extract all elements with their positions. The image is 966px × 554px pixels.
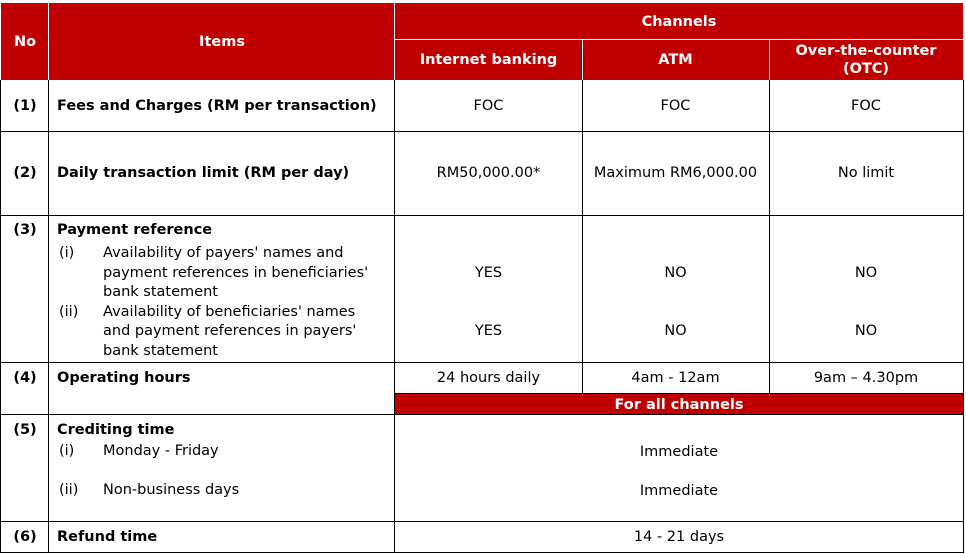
row3-sub1-line3: bank statement xyxy=(103,284,218,300)
row1-internet-text: FOC xyxy=(473,97,504,114)
row2-item xyxy=(49,131,395,215)
row3-sub1-atm xyxy=(582,262,769,284)
row3-sub1-otc xyxy=(769,262,963,284)
row4-item-text: Operating hours xyxy=(57,370,191,386)
all-channels-label: For all channels xyxy=(614,396,744,413)
header-divider-atm-otc xyxy=(769,40,770,80)
row4-no-text: (4) xyxy=(13,370,37,386)
row3-sub2-line3: bank statement xyxy=(103,342,218,359)
row3-sub2-line1: Availability of beneficiaries' names xyxy=(103,303,356,320)
row3-sub1-otc-text: NO xyxy=(854,265,878,281)
row1-no-text: (1) xyxy=(13,97,37,114)
row1-item xyxy=(49,80,395,131)
divider-items-channels xyxy=(394,80,395,553)
row1-otc-text: FOC xyxy=(851,97,881,114)
row3-sub1-atm-text: NO xyxy=(664,265,687,281)
header-items: Items xyxy=(199,33,245,50)
header-internet-banking: Internet banking xyxy=(419,52,558,68)
row4-otc xyxy=(769,363,963,393)
row4-item xyxy=(49,363,395,393)
row2-no xyxy=(1,131,49,215)
row6-item xyxy=(49,522,395,552)
row3-sub1-internet xyxy=(395,262,582,284)
header-otc-line2: (OTC) xyxy=(842,61,890,77)
header-channels-cell xyxy=(395,3,963,40)
row3-sub2-internet xyxy=(395,320,582,342)
border-left xyxy=(0,80,1,553)
border-right xyxy=(963,80,964,553)
hline-row4-bottom-right xyxy=(395,393,964,394)
row3-no xyxy=(1,222,49,238)
row5-item-text: Crediting time xyxy=(57,422,175,438)
hline-band-bottom xyxy=(395,414,964,415)
row5-sub1-label: Monday - Friday xyxy=(103,443,219,459)
row2-item-text: Daily transaction limit (RM per day) xyxy=(57,165,350,181)
header-divider-internet-atm xyxy=(582,40,583,80)
row5-item xyxy=(57,422,174,438)
header-atm-cell xyxy=(582,40,769,80)
row5-sub2-marker: (ii) xyxy=(59,482,79,498)
row6-value xyxy=(395,522,963,552)
row4-otc-text: 9am – 4.30pm xyxy=(813,370,919,386)
header-no: No xyxy=(13,33,37,50)
divider-atm-otc xyxy=(769,80,770,394)
row5-sub2-label: Non-business days xyxy=(103,482,240,498)
row3-sub2-internet-text: YES xyxy=(474,323,503,339)
row3-sub2-atm xyxy=(582,320,769,342)
row3-item xyxy=(57,222,212,238)
row6-no-text: (6) xyxy=(13,529,37,545)
header-otc-cell xyxy=(769,40,963,80)
hline-row4-bottom-left xyxy=(0,414,395,415)
hline-row2-bottom xyxy=(0,215,964,216)
row3-sub2-marker: (ii) xyxy=(59,303,79,320)
row1-item-text: Fees and Charges (RM per transaction) xyxy=(57,97,377,114)
row5-sub2-value xyxy=(395,480,963,502)
row5-sub1-value xyxy=(395,441,963,463)
header-otc-line1: Over-the-counter xyxy=(795,43,937,59)
row3-sub1-line2: payment references in beneficiaries' xyxy=(103,264,369,281)
row2-atm-text: Maximum RM6,000.00 xyxy=(593,165,758,181)
row5-sub1-value-text: Immediate xyxy=(639,444,719,460)
row4-atm xyxy=(582,363,769,393)
row2-atm xyxy=(582,131,769,215)
row2-internet xyxy=(395,131,582,215)
row5-sub2-value-text: Immediate xyxy=(639,483,719,499)
row2-otc-text: No limit xyxy=(837,165,895,181)
header-atm: ATM xyxy=(658,52,693,68)
header-divider-no-items xyxy=(48,3,49,80)
divider-internet-atm xyxy=(582,80,583,394)
hline-row3-bottom xyxy=(0,362,964,363)
row3-sub2-line2: and payment references in payers' xyxy=(103,323,357,339)
row4-internet xyxy=(395,363,582,393)
all-channels-band xyxy=(395,394,963,415)
row1-otc xyxy=(769,80,963,131)
header-divider-items-channels xyxy=(394,3,395,80)
row5-no xyxy=(1,422,49,438)
row1-atm-text: FOC xyxy=(660,97,691,114)
row3-sub2-otc xyxy=(769,320,963,342)
row3-no-text: (3) xyxy=(13,222,37,238)
row3-sub1-marker: (i) xyxy=(59,245,75,261)
row2-no-text: (2) xyxy=(13,165,37,181)
row6-value-text: 14 - 21 days xyxy=(633,529,725,545)
row4-atm-text: 4am - 12am xyxy=(631,370,720,386)
header-divider-channels-sub xyxy=(395,39,963,40)
hline-row1-bottom xyxy=(0,131,964,132)
row1-atm xyxy=(582,80,769,131)
hline-table-bottom xyxy=(0,552,964,553)
row2-otc xyxy=(769,131,963,215)
header-items-cell xyxy=(49,3,395,80)
header-channels: Channels xyxy=(641,13,717,30)
row6-item-text: Refund time xyxy=(57,529,158,545)
row6-no xyxy=(1,522,49,552)
hline-row5-bottom xyxy=(0,521,964,522)
row3-sub2-otc-text: NO xyxy=(854,323,878,339)
row1-internet xyxy=(395,80,582,131)
row5-no-text: (5) xyxy=(13,422,37,438)
row5-sub1-marker: (i) xyxy=(59,443,75,459)
row3-item-text: Payment reference xyxy=(57,222,213,238)
header-internet-cell xyxy=(395,40,582,80)
header-no-cell xyxy=(1,3,49,80)
row2-internet-text: RM50,000.00* xyxy=(436,165,541,181)
row3-sub2-atm-text: NO xyxy=(664,323,687,339)
row1-no xyxy=(1,80,49,131)
row4-no xyxy=(1,363,49,393)
row3-sub1-internet-text: YES xyxy=(474,265,503,281)
row4-internet-text: 24 hours daily xyxy=(436,370,541,386)
divider-no-items xyxy=(48,80,49,553)
row3-sub1-line1: Availability of payers' names and xyxy=(103,245,344,261)
